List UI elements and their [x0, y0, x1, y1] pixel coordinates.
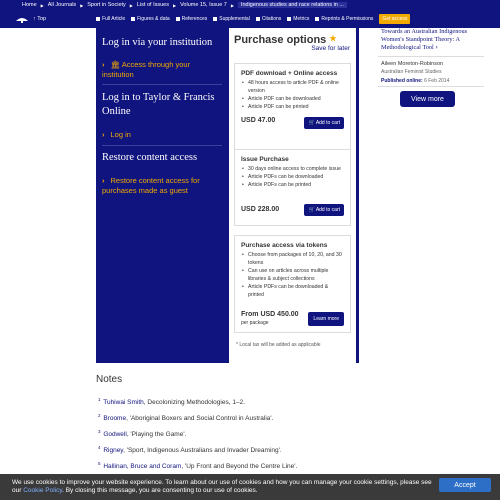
related-article-author: Aileen Moreton-Robinson [381, 61, 444, 67]
divider [102, 84, 222, 85]
document-icon [96, 17, 100, 21]
restore-access-label: Restore content access for purchases made as guest [102, 176, 200, 195]
option-bullet: • Article PDF can be printed [241, 103, 345, 111]
note-item [98, 445, 282, 454]
note-item [98, 397, 245, 406]
chevron-right-icon: ▶ [172, 2, 177, 8]
option-title: Purchase access via tokens [241, 242, 328, 249]
login-section [96, 28, 229, 363]
login-tf-heading: Log in to Taylor & Francis Online [102, 92, 215, 117]
note-author-link[interactable]: Godwell [103, 431, 127, 439]
breadcrumb-all-journals[interactable]: All Journals [47, 2, 77, 8]
tab-supplemental[interactable]: Supplemental [213, 16, 250, 22]
purchase-options-title: Purchase options ★ [234, 34, 337, 46]
tab-figures-data[interactable]: Figures & data [131, 16, 170, 22]
save-for-later-link[interactable]: Save for later [311, 45, 350, 52]
taylor-francis-logo-icon[interactable] [15, 15, 29, 23]
arrow-up-icon: ↑ [33, 16, 38, 22]
access-institution-link[interactable] [102, 60, 222, 80]
learn-more-button[interactable]: Learn more [308, 312, 344, 326]
option-bullet: • Article PDFs can be printed [241, 181, 345, 189]
restore-heading: Restore content access [102, 152, 198, 163]
login-institution-heading: Log in via your institution [102, 37, 213, 48]
note-item [98, 461, 297, 470]
image-icon [131, 17, 135, 21]
login-link-label: Log in [110, 130, 131, 139]
chevron-right-icon: › [102, 60, 105, 69]
breadcrumb [0, 0, 500, 10]
note-item [98, 413, 273, 422]
access-panel [96, 28, 359, 363]
quote-icon [256, 17, 260, 21]
note-author-link[interactable]: Hallinan, Bruce and Coram [103, 463, 182, 471]
option-price: USD 228.00 [241, 206, 280, 213]
list-icon [176, 17, 180, 21]
chevron-right-icon: ▶ [129, 2, 133, 8]
note-item [98, 429, 186, 438]
chart-icon [287, 17, 291, 21]
cart-icon: 🛒 [308, 120, 316, 126]
option-title: Issue Purchase [241, 156, 289, 163]
article-toolbar [0, 10, 500, 28]
option-bullet: • Article PDFs can be downloaded & printed [241, 283, 345, 299]
cookie-banner [0, 474, 500, 500]
option-card-issue [234, 149, 351, 226]
top-link[interactable] [33, 16, 46, 22]
option-price: From USD 450.00 [241, 311, 299, 318]
note-text: , Decolonizing Methodologies, 1–2. [143, 399, 245, 407]
cart-icon: 🛒 [308, 207, 316, 213]
add-to-cart-button[interactable]: 🛒 Add to cart [304, 117, 344, 129]
breadcrumb-volume[interactable]: Volume 15, Issue 7 [180, 2, 227, 8]
related-article-published: Published online: 6 Feb 2014 [381, 78, 450, 84]
note-author-link[interactable]: Rigney [103, 447, 124, 455]
note-number[interactable]: 5 [98, 461, 101, 466]
note-number[interactable]: 4 [98, 445, 101, 450]
chevron-right-icon: ▶ [40, 2, 44, 8]
option-bullet: • Article PDFs can be downloaded [241, 173, 345, 181]
tab-metrics[interactable]: Metrics [287, 16, 309, 22]
chevron-right-icon: ▶ [230, 2, 234, 8]
cookie-message: We use cookies to improve your website experience. To learn about our use of cookies and how you can manage your cookie settings, please see our Cookie Policy. By closing this message, you are consenting to our use of cookies. [12, 479, 432, 494]
star-icon: ★ [329, 34, 337, 43]
get-access-button[interactable]: Get access [379, 14, 410, 24]
accept-cookies-button[interactable]: Accept [439, 478, 491, 492]
divider [378, 56, 484, 57]
chevron-right-icon: ▶ [80, 2, 84, 8]
divider [378, 86, 484, 87]
option-bullet: • 48 hours access to article PDF & online version [241, 79, 345, 95]
option-bullet: • 30 days online access to complete issue [241, 165, 345, 173]
tab-references[interactable]: References [176, 16, 208, 22]
note-number[interactable]: 2 [98, 413, 101, 418]
tax-note: * Local tax will be added as applicable [236, 342, 321, 348]
print-icon [315, 17, 319, 21]
note-author-link[interactable]: Tuhiwai Smith [103, 399, 144, 407]
login-link[interactable] [102, 130, 222, 140]
note-number[interactable]: 3 [98, 429, 101, 434]
tab-reprints[interactable]: Reprints & Permissions [315, 16, 373, 22]
supplemental-icon [213, 17, 217, 21]
purchase-options [229, 28, 356, 363]
chevron-right-icon: › [102, 176, 105, 185]
view-more-button[interactable]: View more [400, 91, 455, 107]
option-card-pdf [234, 63, 351, 163]
option-title: PDF download + Online access [241, 70, 338, 77]
option-price: USD 47.00 [241, 117, 276, 124]
option-price-unit: per package [241, 320, 269, 326]
institution-icon: 🏛 [110, 60, 121, 69]
note-text: , 'Playing the Game'. [126, 431, 187, 439]
note-text: , 'Aboriginal Boxers and Social Control in Australia'. [126, 415, 274, 423]
notes-heading: Notes [96, 374, 123, 385]
cookie-policy-link[interactable]: Cookie Policy [23, 487, 63, 494]
breadcrumb-home[interactable]: Home [22, 2, 37, 8]
related-article-journal: Australian Feminist Studies [381, 69, 442, 75]
note-author-link[interactable]: Broome [103, 415, 127, 423]
breadcrumb-journal[interactable]: Sport in Society [87, 2, 126, 8]
add-to-cart-button[interactable]: 🛒 Add to cart [304, 204, 344, 216]
note-text: , 'Up Front and Beyond the Centre Line'. [181, 463, 298, 471]
related-article-title[interactable]: Towards an Australian Indigenous Women's Standpoint Theory: A Methodological Tool › [381, 28, 468, 51]
option-bullet: • Can use on articles across multiple libraries & subject collections [241, 267, 345, 283]
option-card-tokens [234, 235, 351, 333]
chevron-right-icon: › [102, 130, 105, 139]
option-bullet: • Choose from packages of 10, 20, and 30 tokens [241, 251, 345, 267]
tab-citations[interactable]: Citations [256, 16, 281, 22]
access-institution-label: Access through your institution [102, 60, 191, 79]
divider [102, 145, 222, 146]
note-text: , 'Sport, Indigenous Australians and Invader Dreaming'. [123, 447, 282, 455]
breadcrumb-issues[interactable]: List of Issues [136, 2, 169, 8]
note-number[interactable]: 1 [98, 397, 101, 402]
option-bullet: • Article PDF can be downloaded [241, 95, 345, 103]
breadcrumb-current: Indigenous studies and race relations in ... [238, 2, 347, 8]
restore-access-link[interactable] [102, 176, 222, 196]
tab-full-article[interactable]: Full Article [96, 16, 125, 22]
chevron-right-icon: › [435, 44, 438, 51]
top-link-label: Top [37, 16, 47, 22]
